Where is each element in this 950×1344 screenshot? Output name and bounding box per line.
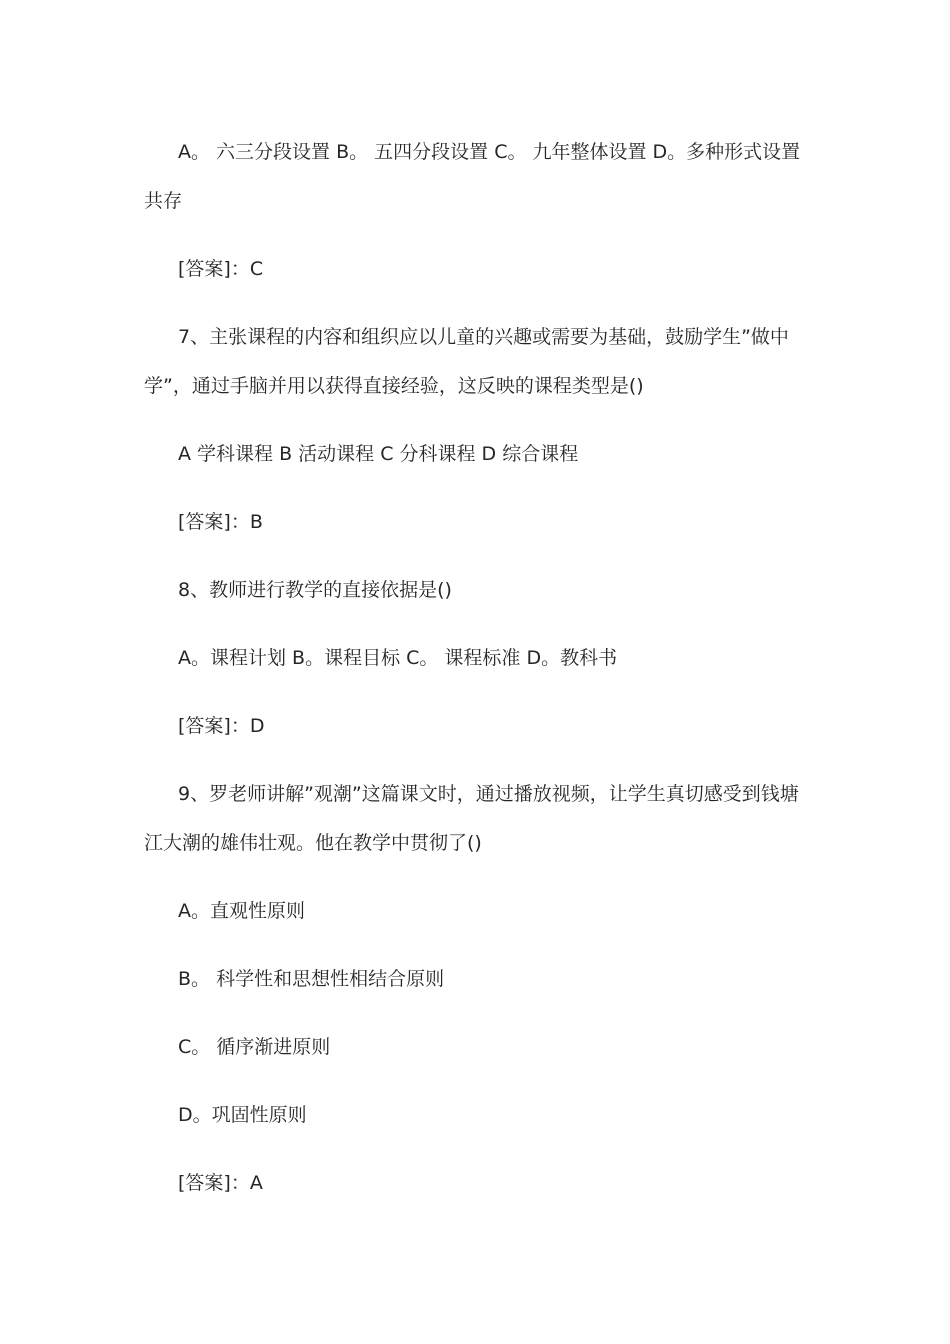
question-9-answer: [答案]：A bbox=[178, 1172, 263, 1194]
question-7-stem: 7、主张课程的内容和组织应以儿童的兴趣或需要为基础，鼓励学生”做中学”，通过手脑并用以获得直接经验，这反映的课程类型是() bbox=[144, 326, 789, 397]
question-9-option-a: A。直观性原则 bbox=[178, 900, 305, 922]
question-7-answer: [答案]：B bbox=[178, 511, 263, 533]
question-9-stem: 9、罗老师讲解”观潮”这篇课文时，通过播放视频，让学生真切感受到钱塘江大潮的雄伟壮观。他在教学中贯彻了() bbox=[144, 783, 799, 854]
question-8-answer: [答案]：D bbox=[178, 715, 265, 737]
question-7-options: A 学科课程 B 活动课程 C 分科课程 D 综合课程 bbox=[178, 443, 579, 465]
question-8-stem: 8、教师进行教学的直接依据是() bbox=[178, 579, 452, 601]
question-8-options: A。课程计划 B。课程目标 C。 课程标准 D。教科书 bbox=[178, 647, 618, 669]
question-9-option-d: D。巩固性原则 bbox=[178, 1104, 307, 1126]
question-9-option-b: B。 科学性和思想性相结合原则 bbox=[178, 968, 445, 990]
question-9-option-c: C。 循序渐进原则 bbox=[178, 1036, 331, 1058]
document-body bbox=[144, 128, 804, 1208]
question-6-options: A。 六三分段设置 B。 五四分段设置 C。 九年整体设置 D。多种形式设置共存 bbox=[144, 141, 801, 212]
question-6-answer: [答案]：C bbox=[178, 258, 264, 280]
